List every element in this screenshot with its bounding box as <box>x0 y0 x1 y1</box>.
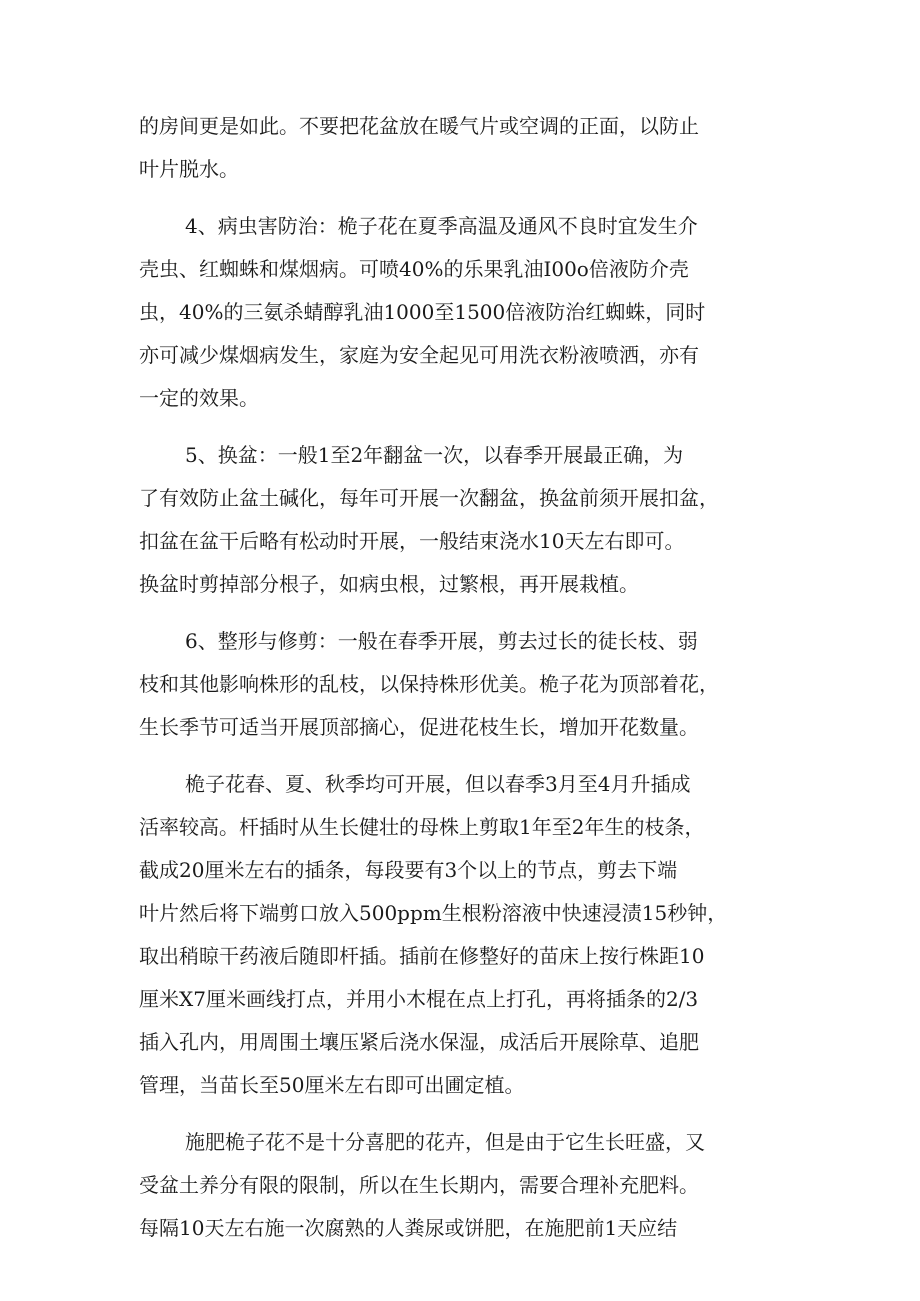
text-line: 虫，40%的三氨杀蜻醇乳油1000至1500倍液防治红蜘蛛，同时 <box>139 300 706 324</box>
text-line: 生长季节可适当开展顶部摘心，促进花枝生长，增加开花数量。 <box>139 715 699 739</box>
text-line: 厘米X7厘米画线打点，并用小木棍在点上打孔，再将插条的2/3 <box>139 987 699 1011</box>
text-line: 活率较高。杆插时从生长健壮的母株上剪取1年至2年生的枝条， <box>139 815 705 839</box>
text-line: 受盆土养分有限的限制，所以在生长期内，需要合理补充肥料。 <box>139 1173 699 1197</box>
text-line: 截成20厘米左右的插条，每段要有3个以上的节点，剪去下端 <box>139 858 678 882</box>
paragraph-fertilizing <box>139 1121 795 1250</box>
text-line: 枝和其他影响株形的乱枝，以保持株形优美。桅子花为顶部着花， <box>139 672 719 696</box>
text-line: 5、换盆：一般1至2年翻盆一次，以春季开展最正确，为 <box>185 443 684 467</box>
text-line: 4、病虫害防治：桅子花在夏季高温及通风不良时宜发生介 <box>185 214 698 238</box>
text-line: 管理，当苗长至50厘米左右即可出圃定植。 <box>139 1073 525 1097</box>
text-line: 插入孔内，用周围土壤压紧后浇水保湿，成活后开展除草、追肥 <box>139 1030 699 1054</box>
text-line: 壳虫、红蜘蛛和煤烟病。可喷40%的乐果乳油I00o倍液防介壳 <box>139 257 689 281</box>
text-line: 扣盆在盆干后略有松动时开展，一般结束浇水10天左右即可。 <box>139 529 685 553</box>
paragraph-window-placement <box>139 105 795 191</box>
text-line: 取出稍晾干药液后随即杆插。插前在修整好的苗床上按行株距10 <box>139 944 705 968</box>
text-line: 的房间更是如此。不要把花盆放在暖气片或空调的正面，以防止 <box>139 114 699 138</box>
paragraph-cuttings <box>139 763 795 1107</box>
text-line: 叶片然后将下端剪口放入500ppm生根粉溶液中快速浸渍15秒钟， <box>139 901 728 925</box>
paragraph-pest-control <box>139 205 795 420</box>
text-line: 桅子花春、夏、秋季均可开展，但以春季3月至4月升插成 <box>185 772 691 796</box>
paragraph-pruning <box>139 620 795 749</box>
text-line: 亦可减少煤烟病发生，家庭为安全起见可用洗衣粉液喷洒，亦有 <box>139 343 699 367</box>
document-page <box>139 105 795 1264</box>
text-line: 每隔10天左右施一次腐熟的人粪尿或饼肥，在施肥前1天应结 <box>139 1216 678 1240</box>
text-line: 了有效防止盆土碱化，每年可开展一次翻盆，换盆前须开展扣盆， <box>139 486 719 510</box>
text-line: 施肥桅子花不是十分喜肥的花卉，但是由于它生长旺盛，又 <box>185 1130 705 1154</box>
text-line: 叶片脱水。 <box>139 157 239 181</box>
text-line: 换盆时剪掉部分根子，如病虫根，过繁根，再开展栽植。 <box>139 572 639 596</box>
text-line: 6、整形与修剪：一般在春季开展，剪去过长的徒长枝、弱 <box>185 629 698 653</box>
paragraph-repotting <box>139 434 795 606</box>
text-line: 一定的效果。 <box>139 386 259 410</box>
